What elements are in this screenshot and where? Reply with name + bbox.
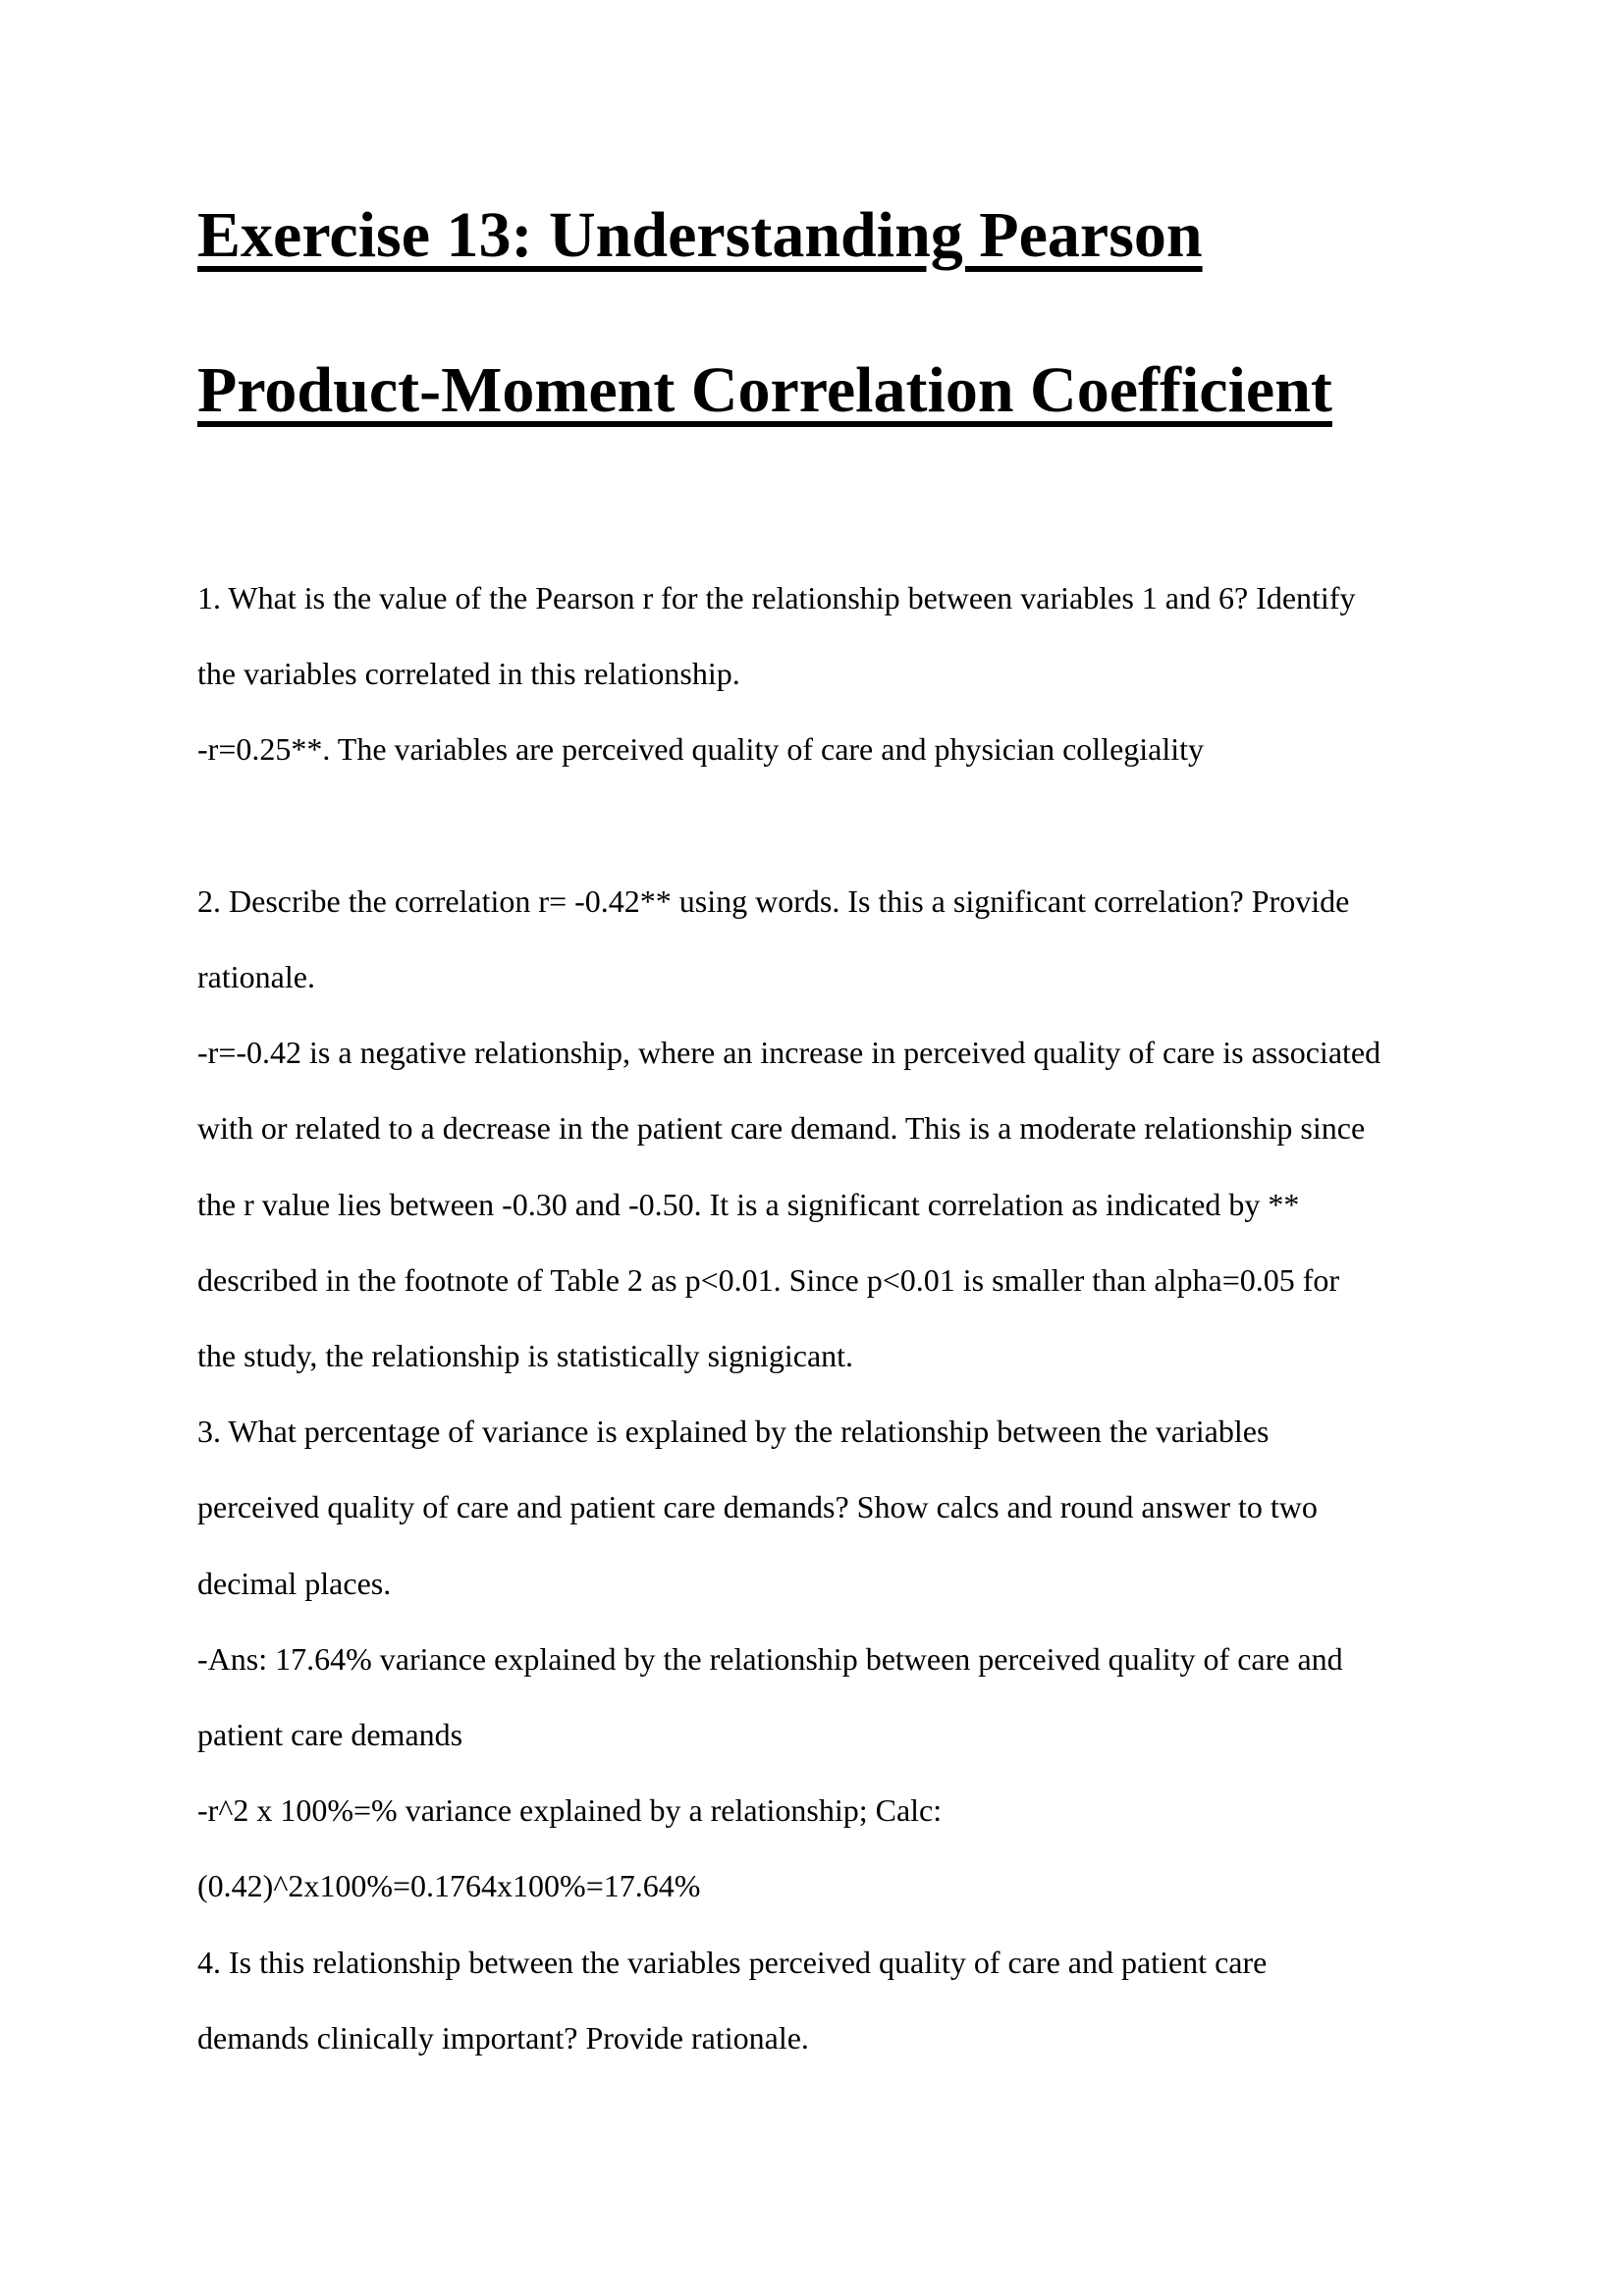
document-title-line-1: Exercise 13: Understanding Pearson <box>197 199 1203 271</box>
question-2-text: rationale. <box>197 959 315 994</box>
question-1-text: 1. What is the value of the Pearson r for the relationship between variables 1 and 6? Identify <box>197 580 1356 615</box>
document-body <box>197 561 1474 2076</box>
answer-3-calculation: (0.42)^2x100%=0.1764x100%=17.64% <box>197 1868 701 1904</box>
answer-3-text: patient care demands <box>197 1717 463 1753</box>
question-3-text: 3. What percentage of variance is explained by the relationship between the variables <box>197 1414 1270 1450</box>
answer-1-text: -r=0.25**. The variables are perceived quality of care and physician collegiality <box>197 731 1205 768</box>
question-4-text: demands clinically important? Provide rationale. <box>197 2019 809 2056</box>
question-1-text: the variables correlated in this relationship. <box>197 656 740 692</box>
question-3-text: perceived quality of care and patient care demands? Show calcs and round answer to two <box>197 1489 1318 1525</box>
answer-2-text: described in the footnote of Table 2 as p<0.01. Since p<0.01 is smaller than alpha=0.05 for <box>197 1261 1340 1298</box>
answer-3-text: -Ans: 17.64% variance explained by the relationship between perceived quality of care and <box>197 1640 1343 1677</box>
question-2-text: 2. Describe the correlation r= -0.42** using words. Is this a significant correlation? Provide <box>197 882 1350 919</box>
answer-2-text: with or related to a decrease in the patient care demand. This is a moderate relationship since <box>197 1110 1366 1147</box>
answer-3-formula: -r^2 x 100%=% variance explained by a relationship; Calc: <box>197 1792 943 1829</box>
spacer <box>197 788 1474 864</box>
answer-2-text: the r value lies between -0.30 and -0.50. It is a significant correlation as indicated by ** <box>197 1186 1300 1222</box>
question-4-text: 4. Is this relationship between the variables perceived quality of care and patient care <box>197 1944 1268 1980</box>
document-title-line-2: Product-Moment Correlation Coefficient <box>197 354 1332 426</box>
answer-2-text: the study, the relationship is statistically signigicant. <box>197 1338 854 1374</box>
answer-2-text: -r=-0.42 is a negative relationship, where an increase in perceived quality of care is associated <box>197 1035 1381 1071</box>
question-3-text: decimal places. <box>197 1565 392 1601</box>
